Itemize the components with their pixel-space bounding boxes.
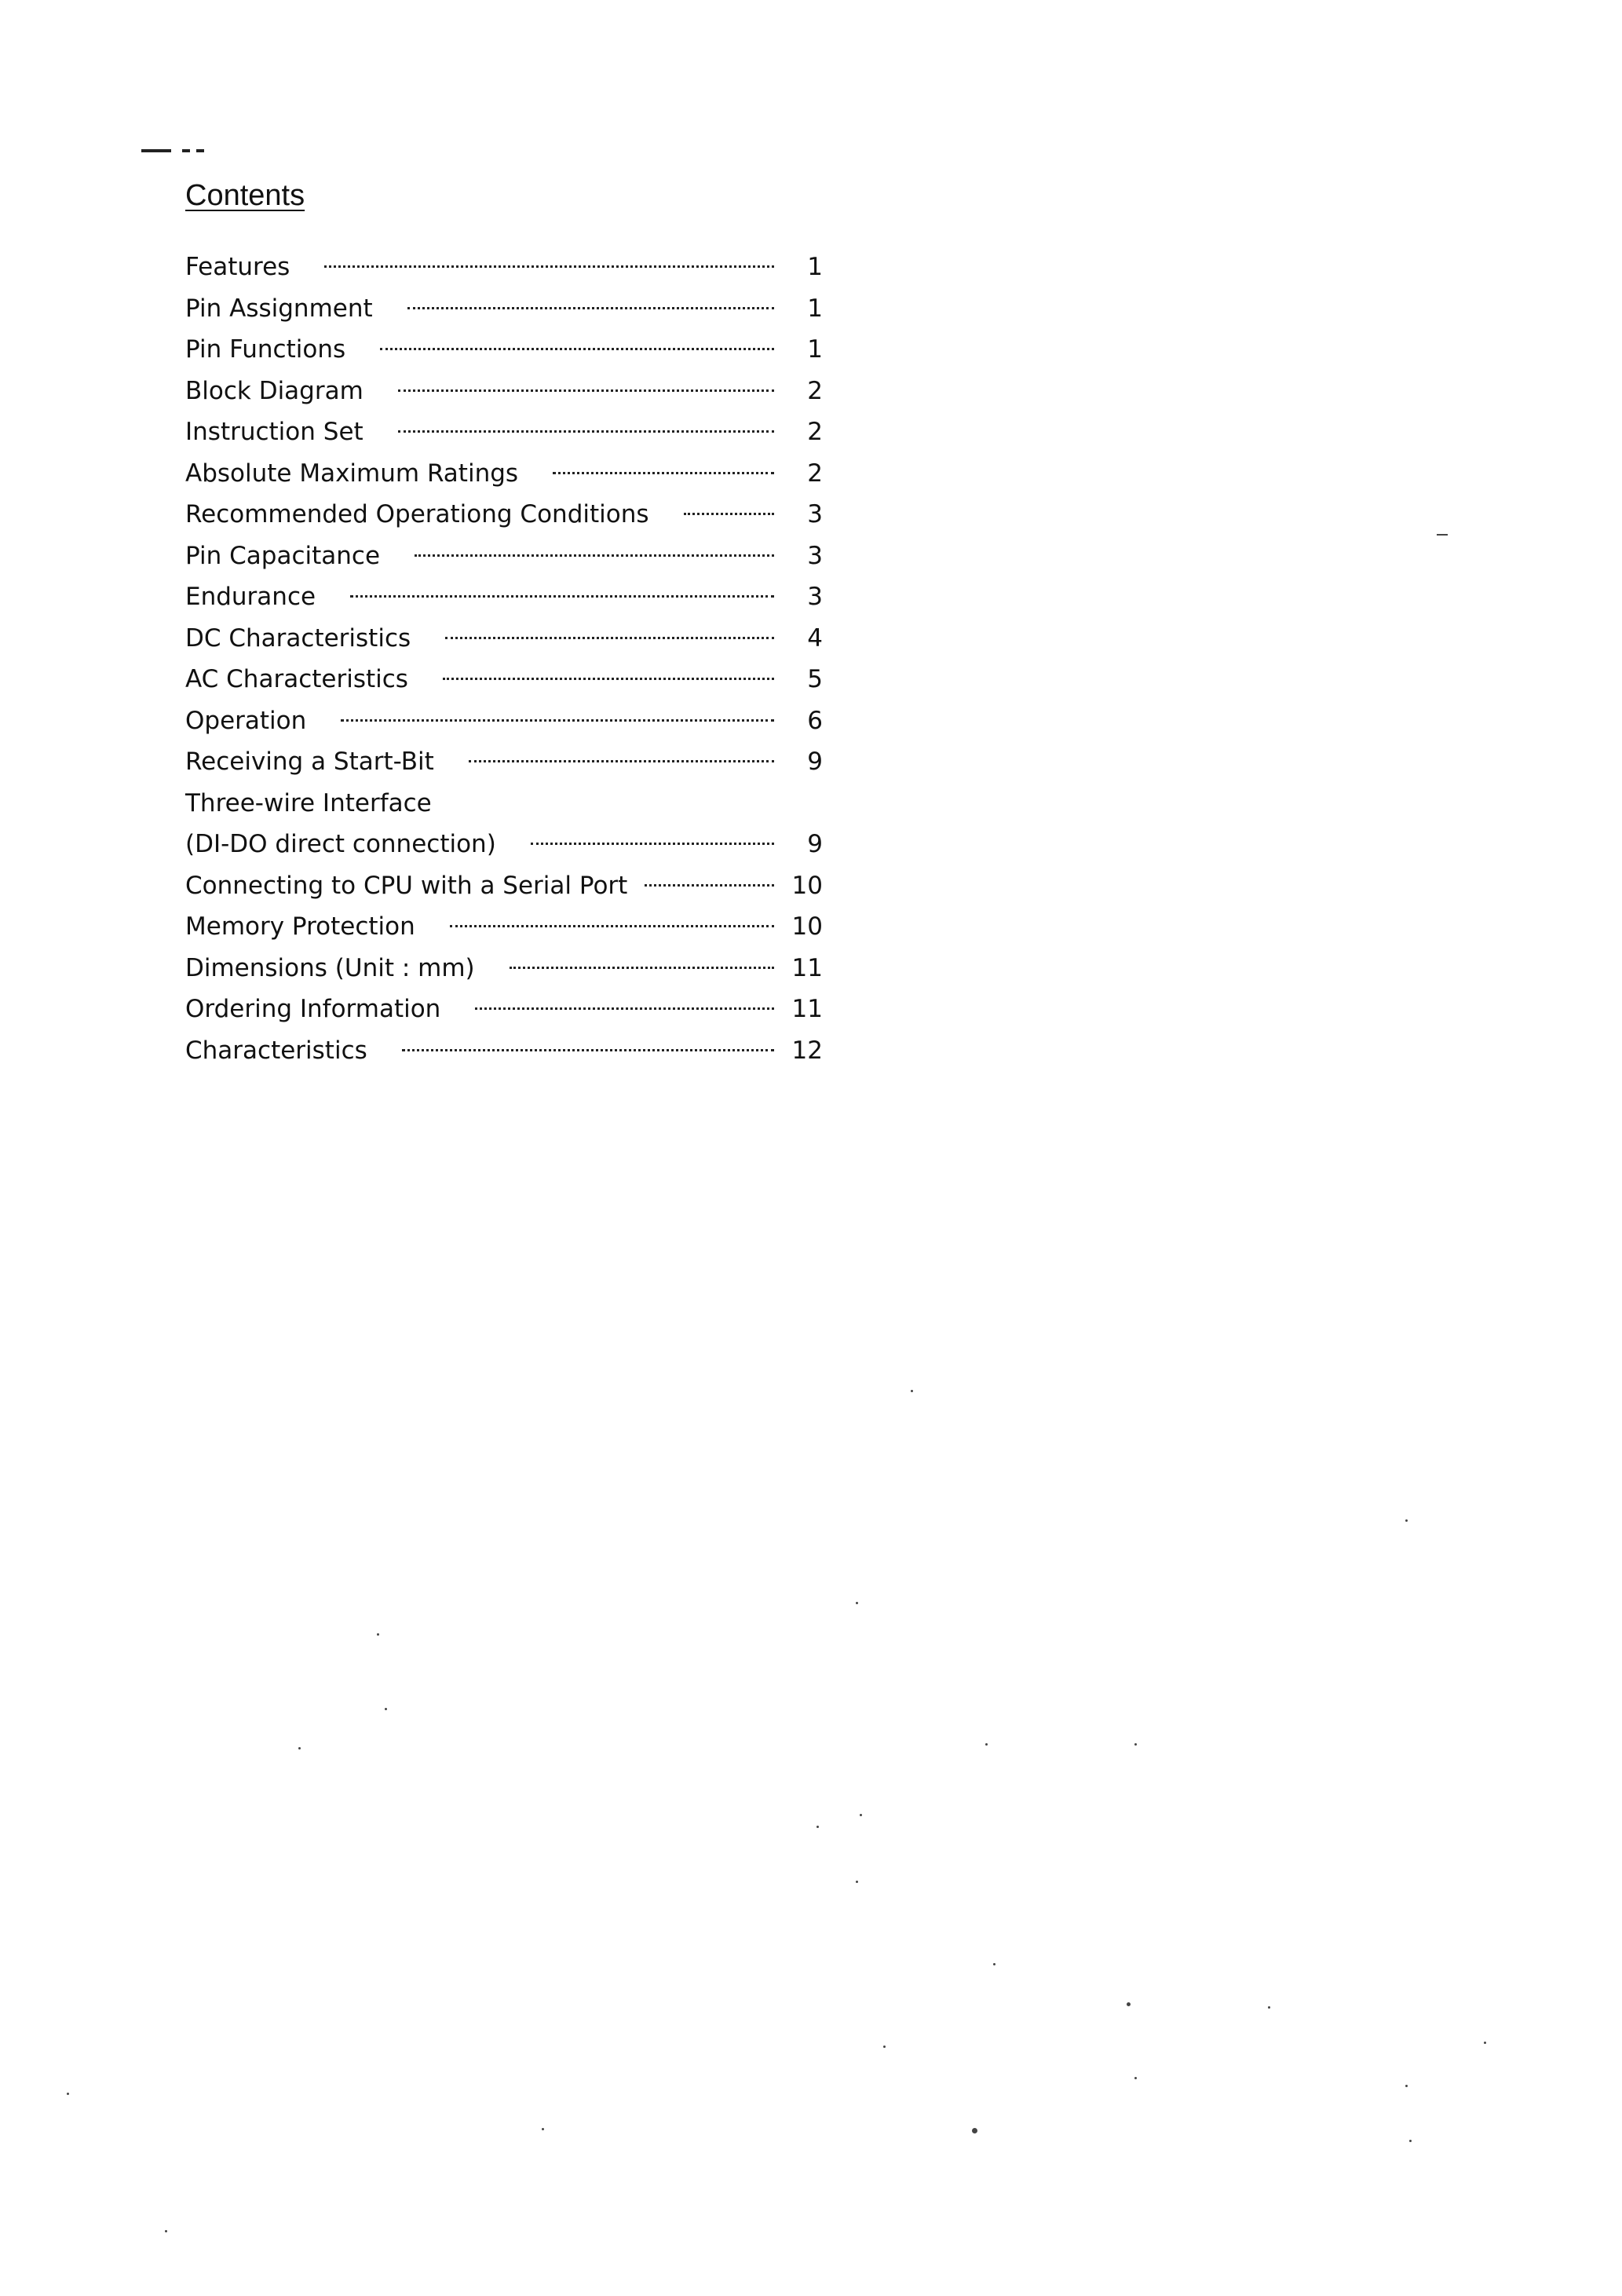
toc-entry-title: DC Characteristics <box>185 623 411 653</box>
toc-dot-leader <box>443 678 774 680</box>
toc-entry-page: 11 <box>791 953 823 982</box>
toc-entry-page: 1 <box>807 294 823 323</box>
scan-speck <box>972 2128 977 2133</box>
toc-entry-page: 3 <box>807 541 823 570</box>
toc-dot-leader <box>553 472 774 474</box>
scan-speck <box>542 2128 544 2130</box>
toc-entry-page: 12 <box>791 1036 823 1065</box>
toc-entry <box>185 954 823 996</box>
scan-speck <box>67 2093 69 2095</box>
toc-entry-title: Absolute Maximum Ratings <box>185 459 519 488</box>
toc-dot-leader <box>510 967 774 969</box>
toc-entry <box>185 707 823 748</box>
toc-entry-page: 6 <box>807 706 823 735</box>
toc-dot-leader <box>531 843 774 845</box>
toc-entry-title: Recommended Operationg Conditions <box>185 500 649 528</box>
toc-entry-title: Connecting to CPU with a Serial Port <box>185 871 628 900</box>
toc-dot-leader <box>380 348 774 350</box>
scan-speck <box>1409 2140 1412 2142</box>
toc-dot-leader <box>450 925 774 927</box>
corner-dash-mark <box>141 149 204 152</box>
toc-dot-leader <box>350 595 774 598</box>
toc-entry <box>185 665 823 707</box>
scan-speck <box>1405 1519 1408 1522</box>
toc-entry-title: Operation <box>185 706 307 735</box>
toc-entry-page: 10 <box>791 912 823 941</box>
scan-speck <box>1134 1743 1137 1746</box>
toc-entry <box>185 789 823 831</box>
scan-speck <box>165 2230 167 2232</box>
scan-speck <box>911 1390 913 1392</box>
scan-speck <box>1268 2006 1270 2009</box>
scan-speck <box>377 1633 379 1636</box>
toc-entry <box>185 459 823 501</box>
scan-speck <box>883 2046 886 2048</box>
toc-dot-leader <box>402 1049 774 1051</box>
toc-entry <box>185 294 823 336</box>
contents-heading: Contents <box>185 179 305 212</box>
toc-entry-title: Memory Protection <box>185 912 415 941</box>
toc-entry <box>185 500 823 542</box>
toc-entry <box>185 377 823 419</box>
scan-speck <box>1134 2077 1137 2079</box>
scan-speck <box>816 1826 819 1828</box>
toc-entry-title: Features <box>185 253 290 281</box>
toc-entry <box>185 583 823 624</box>
toc-entry <box>185 872 823 913</box>
toc-dot-leader <box>445 637 774 639</box>
toc-dot-leader <box>415 554 774 557</box>
toc-entry-title: (DI-DO direct connection) <box>185 830 496 858</box>
scan-speck <box>856 1881 858 1883</box>
toc-entry <box>185 335 823 377</box>
toc-entry-page: 11 <box>791 995 823 1023</box>
toc-dot-leader <box>475 1007 774 1010</box>
toc-dot-leader <box>407 307 774 309</box>
scan-speck <box>1437 534 1448 536</box>
toc-entry <box>185 995 823 1036</box>
table-of-contents <box>185 253 823 1077</box>
toc-entry <box>185 418 823 459</box>
toc-entry-title: Ordering Information <box>185 995 441 1023</box>
toc-entry-title: AC Characteristics <box>185 665 408 693</box>
toc-entry <box>185 542 823 583</box>
toc-entry <box>185 748 823 789</box>
toc-dot-leader <box>324 265 774 268</box>
toc-entry-page: 2 <box>807 376 823 405</box>
scan-speck <box>1405 2085 1408 2087</box>
toc-entry <box>185 1036 823 1078</box>
toc-entry-page: 2 <box>807 418 823 446</box>
toc-entry-title: Three-wire Interface <box>185 788 432 817</box>
toc-entry-title: Characteristics <box>185 1036 367 1065</box>
toc-entry <box>185 830 823 872</box>
scan-speck <box>985 1743 988 1746</box>
toc-entry-title: Pin Assignment <box>185 294 373 323</box>
scan-speck <box>860 1814 862 1816</box>
toc-entry-page: 4 <box>807 623 823 653</box>
toc-entry <box>185 253 823 294</box>
toc-entry-title: Endurance <box>185 583 316 611</box>
toc-entry-page: 3 <box>807 500 823 528</box>
toc-entry-page: 3 <box>807 583 823 611</box>
toc-entry <box>185 912 823 954</box>
toc-entry-title: Pin Functions <box>185 335 346 364</box>
scan-speck <box>1484 2042 1486 2044</box>
toc-entry-page: 10 <box>791 871 823 900</box>
scan-speck <box>385 1708 387 1710</box>
toc-dot-leader <box>398 389 774 392</box>
toc-entry-title: Pin Capacitance <box>185 541 381 570</box>
toc-dot-leader <box>341 719 774 722</box>
toc-entry-title: Block Diagram <box>185 376 363 405</box>
toc-entry-title: Receiving a Start-Bit <box>185 748 434 776</box>
toc-entry-title: Dimensions (Unit : mm) <box>185 953 475 982</box>
toc-dot-leader <box>469 760 774 762</box>
toc-entry <box>185 624 823 666</box>
toc-entry-page: 1 <box>807 253 823 281</box>
toc-entry-page: 5 <box>807 665 823 693</box>
scan-speck <box>993 1963 995 1965</box>
toc-dot-leader <box>398 430 774 433</box>
toc-entry-page: 9 <box>807 748 823 776</box>
scan-speck <box>298 1747 301 1749</box>
toc-entry-page: 9 <box>807 830 823 858</box>
toc-entry-title: Instruction Set <box>185 418 363 446</box>
toc-dot-leader <box>645 884 774 887</box>
toc-entry-page: 2 <box>807 459 823 488</box>
scan-speck <box>1127 2002 1131 2006</box>
toc-entry-page: 1 <box>807 335 823 364</box>
scan-speck <box>856 1602 858 1604</box>
toc-dot-leader <box>684 513 774 515</box>
